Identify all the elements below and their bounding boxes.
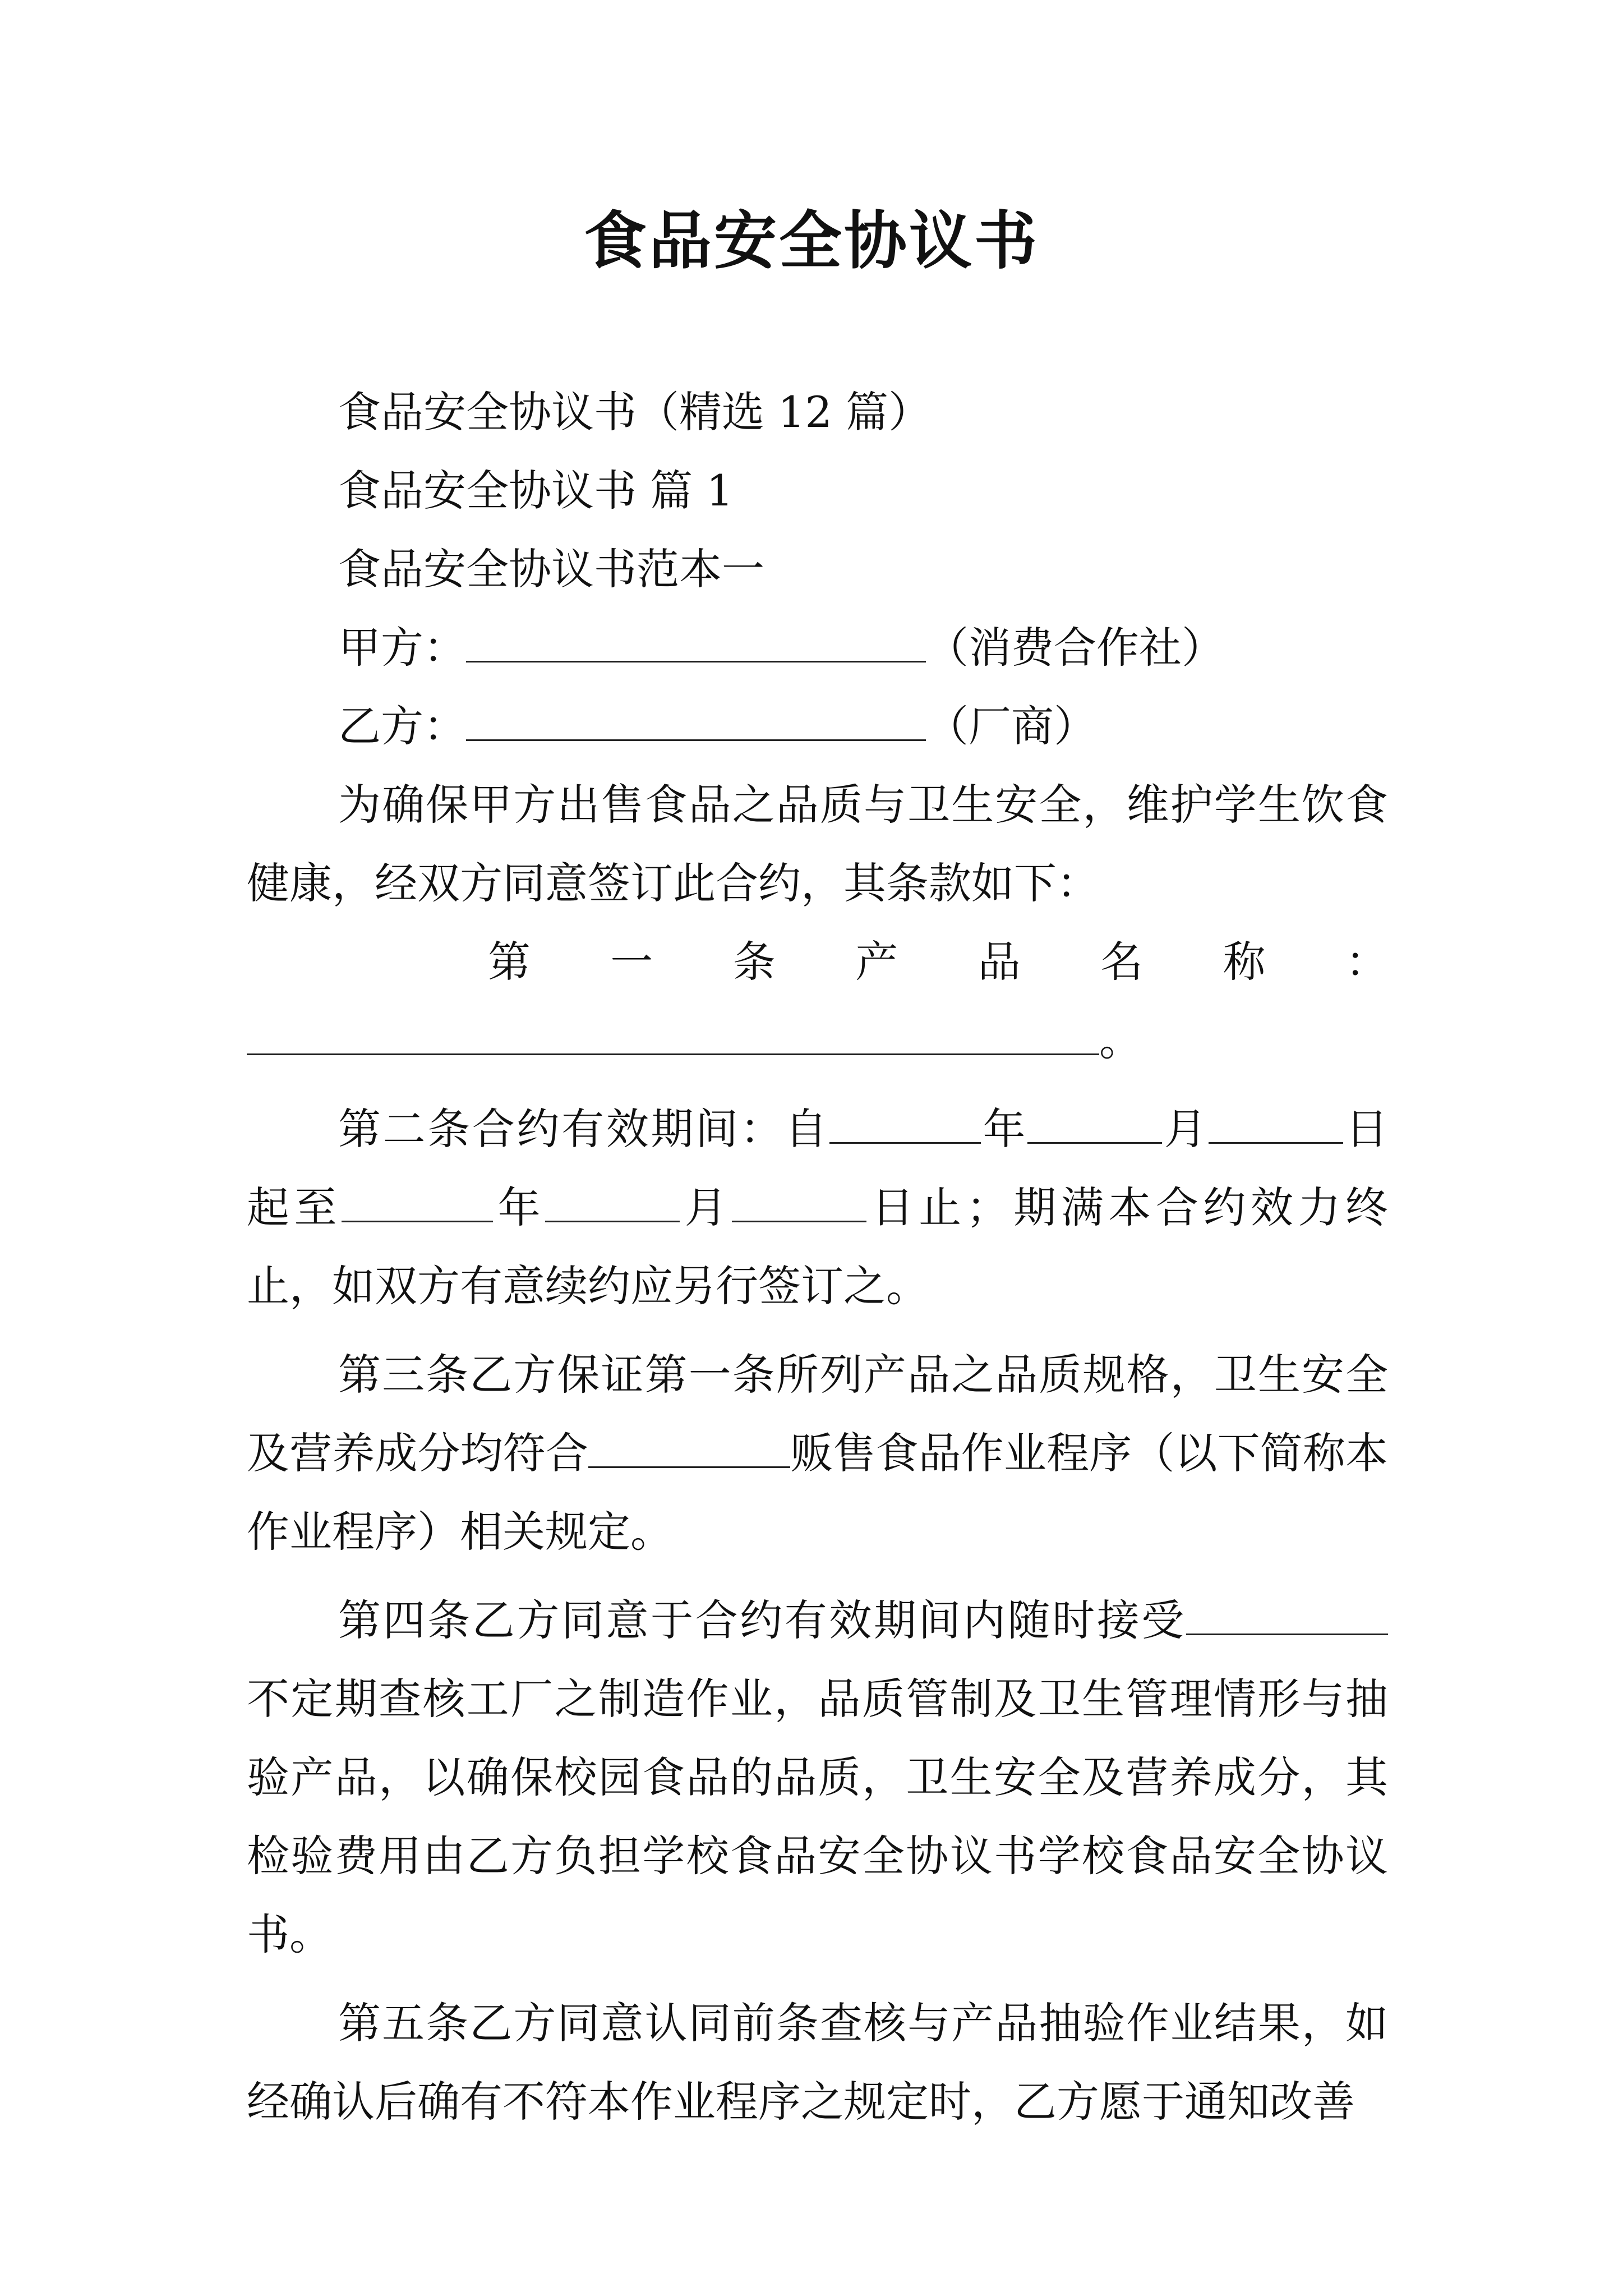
article-3-text-end: 贩售食品作业程序（以下简称本作业程序）相关规定。	[247, 1428, 1389, 1557]
section-heading: 食品安全协议书 篇 1	[338, 466, 734, 516]
article-2-text-start: 第二条合约有效期间：自	[338, 1104, 829, 1154]
article-2-text-end: 日止；期满本合约效力终止，如双方有意续约应另行签订之。	[247, 1182, 1389, 1311]
end-year-label: 年	[493, 1182, 546, 1232]
start-month-label: 月	[1162, 1104, 1209, 1154]
start-month-blank	[1027, 1109, 1162, 1144]
end-day-blank	[732, 1188, 866, 1222]
end-month-blank	[545, 1188, 680, 1222]
party-b-label: 乙方：	[338, 701, 466, 751]
article-4-blank	[1186, 1600, 1388, 1635]
party-a-label: 甲方：	[338, 623, 466, 673]
article-1-label: 第一条产品名称：	[488, 937, 1388, 987]
article-1-blank	[247, 1020, 1099, 1055]
party-a-role: （消费合作社）	[926, 623, 1224, 673]
article-2-paragraph	[247, 1090, 1388, 1326]
start-year-label: 年	[980, 1104, 1028, 1154]
party-b-line	[247, 687, 1388, 766]
end-year-blank	[342, 1188, 493, 1222]
start-day-label: 日	[1343, 1104, 1388, 1154]
sample-heading: 食品安全协议书范本一	[338, 544, 764, 594]
article-3-blank	[588, 1433, 790, 1468]
start-year-blank	[829, 1109, 981, 1144]
party-a-line	[247, 609, 1388, 687]
article-3-paragraph	[247, 1336, 1388, 1571]
document-body	[247, 373, 1388, 2141]
article-5-paragraph: 第五条乙方同意认同前条查核与产品抽验作业结果，如经确认后确有不符本作业程序之规定时，乙方愿于通知改善	[247, 1998, 1388, 2127]
intro-paragraph: 为确保甲方出售食品之品质与卫生安全，维护学生饮食健康，经双方同意签订此合约，其条款如下：	[247, 780, 1388, 908]
party-b-role: （厂商）	[926, 701, 1096, 751]
subtitle-line: 食品安全协议书（精选 12 篇）	[338, 387, 932, 437]
article-4-paragraph	[247, 1581, 1388, 1974]
article-1-end: 。	[1099, 1015, 1142, 1065]
article-3-text-start: 第三条乙方保证第一条所列产品之品质规格，卫生安全及营养成分均符合	[247, 1350, 1388, 1478]
article-2-to: 起至	[247, 1182, 342, 1232]
end-month-label: 月	[680, 1182, 732, 1232]
article-1-blank-line	[247, 1001, 1388, 1080]
party-a-blank	[466, 628, 926, 662]
article-4-text-end: 不定期查核工厂之制造作业，品质管制及卫生管理情形与抽验产品，以确保校园食品的品质，卫生安全及营养成分，其检验费用由乙方负担学校食品安全协议书学校食品安全协议书。	[247, 1674, 1388, 1959]
party-b-blank	[466, 706, 926, 741]
article-4-text-start: 第四条乙方同意于合约有效期间内随时接受	[338, 1595, 1186, 1645]
document-title: 食品安全协议书	[584, 204, 1039, 278]
start-day-blank	[1209, 1109, 1343, 1144]
